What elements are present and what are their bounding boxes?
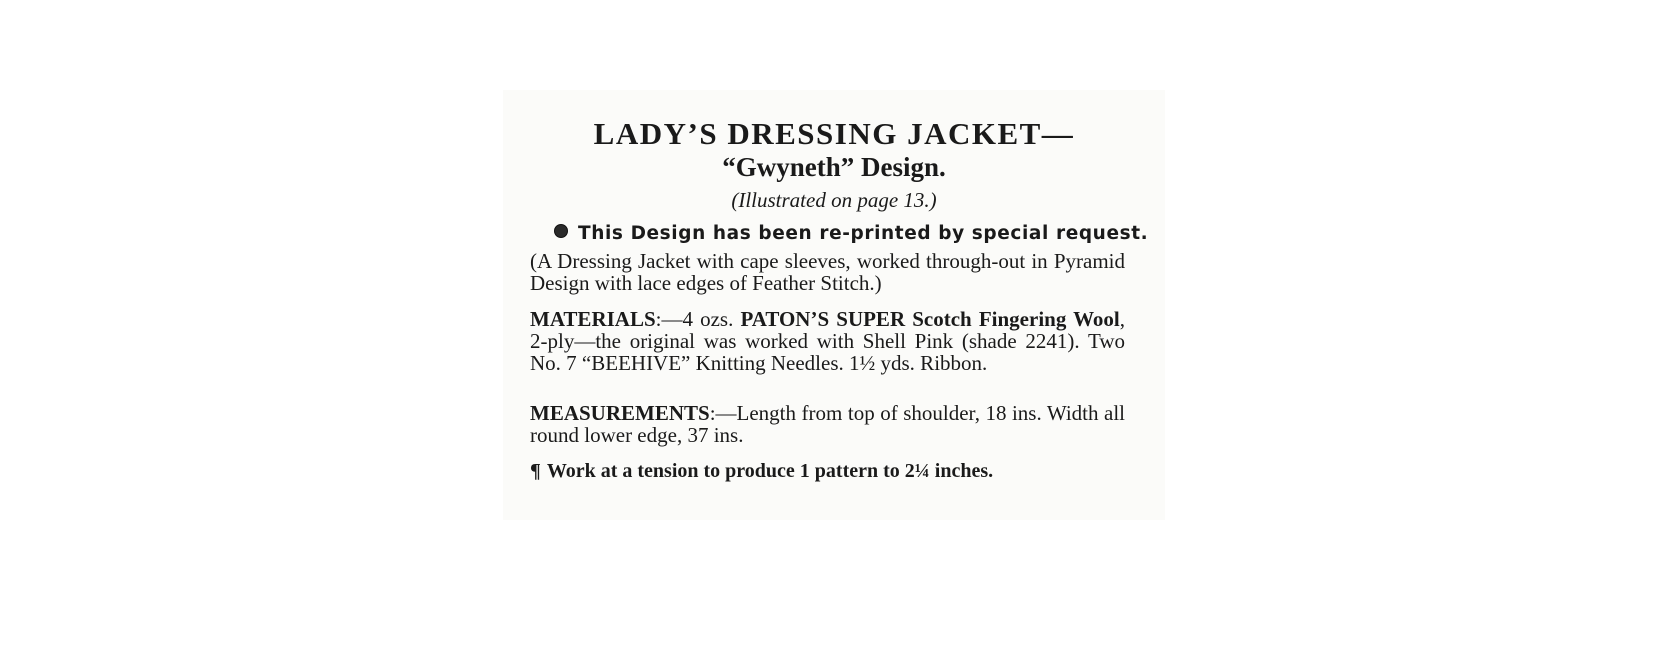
measurements-paragraph [530, 402, 1125, 446]
tension-text: Work at a tension to produce 1 pattern to 2¼ inches. [546, 460, 994, 482]
measurements-label: MEASUREMENTS [530, 401, 710, 425]
materials-text: , 2-ply—the original was worked with Shell Pink (shade 2241). Two No. 7 “BEEHIVE” Knitting Needles. 1½ yds. Ribbon. [530, 307, 1126, 375]
document-title: LADY’S DRESSING JACKET— [593, 116, 1075, 151]
reprint-notice [554, 224, 1148, 244]
materials-label: MATERIALS [530, 307, 656, 331]
materials-paragraph [530, 308, 1125, 374]
tension-note [530, 460, 1125, 482]
document-subtitle: “Gwyneth” Design. [722, 152, 946, 182]
measurements-text: :—Length from top of shoulder, 18 ins. Width all round lower edge, 37 ins. [530, 401, 1125, 447]
scanned-page [503, 90, 1165, 520]
bullet-icon [554, 224, 568, 238]
illustrated-note: (Illustrated on page 13.) [731, 188, 937, 212]
materials-quantity: :—4 ozs. [655, 307, 741, 331]
description-paragraph: (A Dressing Jacket with cape sleeves, worked through-out in Pyramid Design with lace edges of Feather Stitch.) [530, 249, 1125, 295]
reprint-notice-text: This Design has been re-printed by special request. [578, 223, 1149, 244]
materials-brand: PATON’S SUPER Scotch Fingering Wool [740, 307, 1120, 331]
pilcrow-icon: ¶ [530, 460, 541, 482]
